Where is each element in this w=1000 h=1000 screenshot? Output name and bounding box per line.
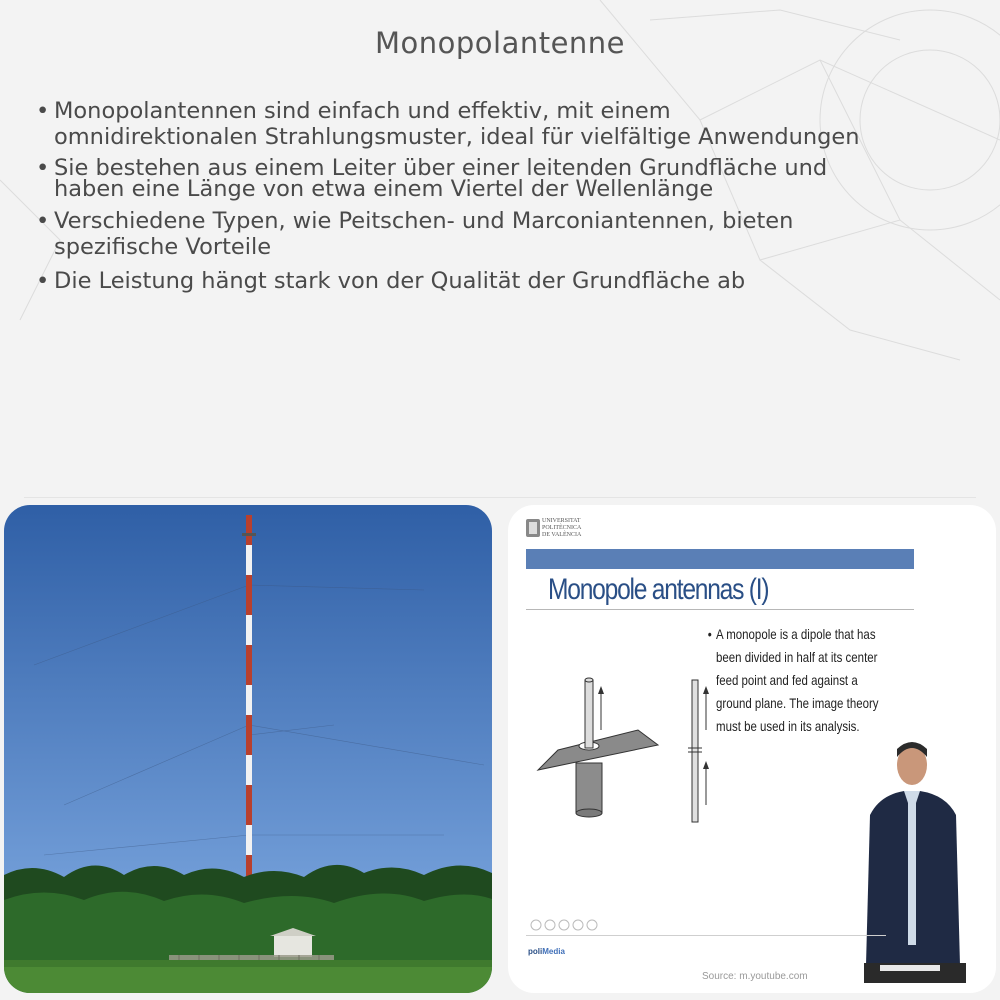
bullet-line: • Sie bestehen aus einem Leiter über einer leitenden Grundfläche und (54, 155, 828, 181)
bullet-line: • Verschiedene Typen, wie Peitschen- und Marconiantennen, bieten (54, 208, 794, 234)
slide-text-line: feed point and fed against a (716, 672, 858, 688)
antenna-tower-photo (4, 505, 492, 993)
monopole-diagram (528, 670, 728, 830)
slide-title-rule (526, 609, 914, 610)
lecture-slide-screenshot (508, 505, 996, 993)
university-line: DE VALÈNCIA (542, 532, 582, 538)
university-logo-icon (526, 519, 540, 537)
slide-footer-rule (526, 935, 886, 936)
bullet-line: • Die Leistung hängt stark von der Qualität der Grundfläche ab (54, 268, 746, 294)
brand-prefix: poli (528, 947, 543, 956)
slide-nav-controls (530, 919, 600, 931)
polimedia-brand (528, 947, 565, 956)
bullet-item (36, 208, 966, 260)
slide-text-line: must be used in its analysis. (716, 718, 860, 734)
bullet-line: haben eine Länge von etwa einem Viertel der Wellenlänge (54, 176, 714, 202)
slide-bullet-dot-icon: • (707, 626, 712, 642)
slide-header-bar (526, 549, 914, 569)
slide-text-line: ground plane. The image theory (716, 695, 879, 711)
slide-title: Monopole antennas (I) (548, 573, 769, 606)
slide-bullet-text (707, 623, 880, 738)
bullet-item (36, 268, 966, 294)
university-line: UNIVERSITAT (542, 518, 581, 524)
brand-suffix: Media (542, 947, 565, 956)
page-title: Monopolantenne (374, 26, 626, 60)
university-line: POLITÈCNICA (542, 525, 582, 531)
bullet-item (36, 98, 966, 150)
bullet-line: • Monopolantennen sind einfach und effektiv, mit einem (54, 98, 671, 124)
image-source-credit: Source: m.youtube.com (702, 971, 808, 982)
bullet-list (36, 98, 966, 302)
bullet-item (36, 155, 966, 202)
university-name (542, 518, 602, 539)
antenna-tower-illustration (4, 505, 492, 993)
slide-text-line: A monopole is a dipole that has (716, 626, 876, 642)
bullet-line: omnidirektionalen Strahlungsmuster, ideal für vielfältige Anwendungen (54, 124, 860, 150)
section-divider (24, 497, 976, 498)
bullet-line: spezifische Vorteile (54, 234, 272, 260)
slide-text-line: been divided in half at its center (716, 649, 878, 665)
presenter-figure (860, 735, 970, 985)
